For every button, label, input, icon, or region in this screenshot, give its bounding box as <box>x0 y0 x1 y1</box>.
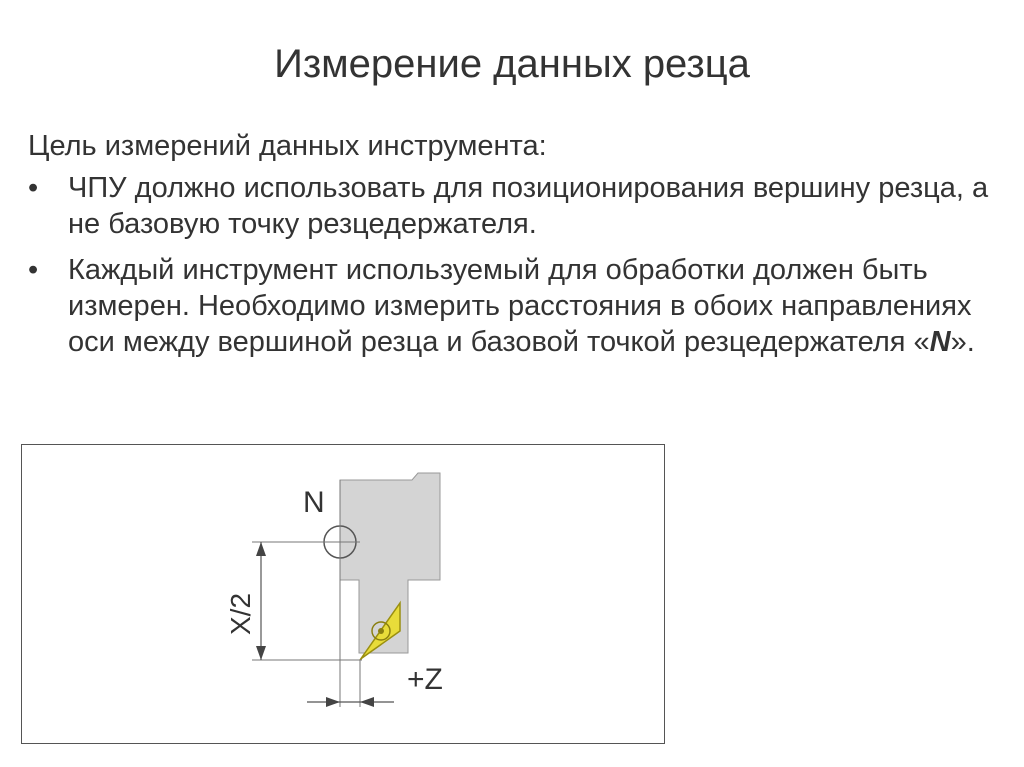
diagram-svg <box>22 445 666 745</box>
z-dimension-arrow-left <box>326 697 340 707</box>
z-dimension-arrow-right <box>360 697 374 707</box>
bullet-marker: • <box>28 172 39 204</box>
slide-body <box>28 128 1018 370</box>
tool-measurement-diagram <box>21 444 665 744</box>
bullet-marker: • <box>28 254 39 286</box>
bullet-item-2 <box>28 252 1018 360</box>
intro-text: Цель измерений данных инструмента: <box>28 130 547 162</box>
z-dimension-label: +Z <box>407 663 443 696</box>
bullet-emphasis-n: N <box>929 326 951 358</box>
bullet-text: ЧПУ должно использовать для позиционирования вершину резца, а не базовую точку резцедержателя. <box>68 172 989 240</box>
x-dimension-label: X/2 <box>225 592 256 635</box>
bullet-item-1 <box>28 170 1018 242</box>
bullet-text-start: Каждый инструмент используемый для обработки должен быть измерен. Необходимо измерить расстояния в обоих направлениях оси между вершиной резца и базовой точкой резцедержателя « <box>68 254 972 358</box>
point-n-label: N <box>303 486 325 519</box>
slide-title: Измерение данных резца <box>274 42 750 86</box>
x-dimension-arrow-bottom <box>256 646 266 660</box>
x-dimension-arrow-top <box>256 542 266 556</box>
bullet-text-end: ». <box>950 326 975 358</box>
insert-screw-center <box>378 628 384 634</box>
